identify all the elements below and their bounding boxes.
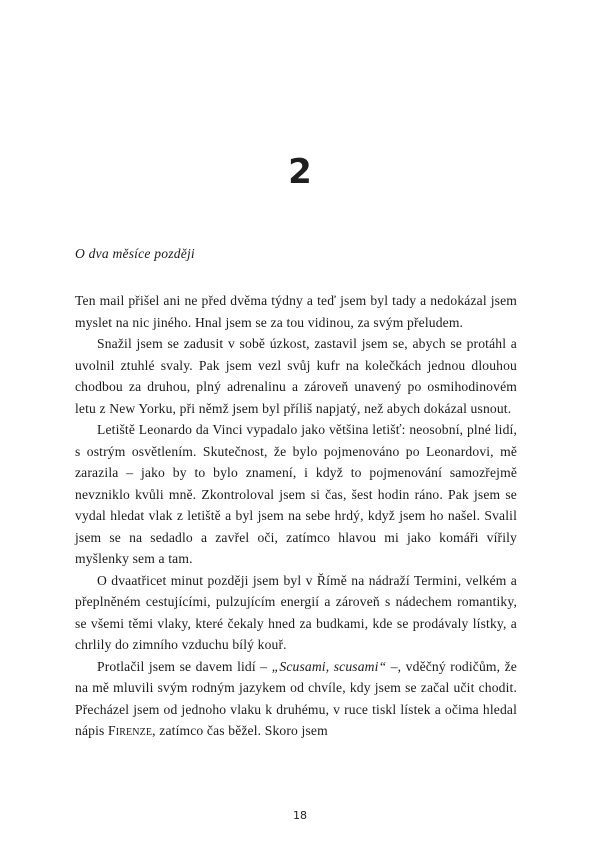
page-number: 18 [293,809,307,822]
paragraph: O dvaatřicet minut později jsem byl v Římě na nádraží Termini, velkém a přeplněném cestujícími, pulzujícím energií a zároveň s nádechem romantiky, se všemi těmi vlaky, které čekaly hned za budkami, kde se prodávaly lístky, a chrlily do zimního vzduchu bílý kouř. [75,572,517,652]
body-text [75,290,517,742]
chapter-number: 2 [288,152,312,192]
paragraph-text: , zatímco čas běžel. Skoro jsem [152,723,328,738]
paragraph-text: Protlačil jsem se davem lidí – [97,658,272,674]
chapter-subtitle: O dva měsíce později [75,246,195,261]
paragraph-text: –, vděčný rodičům, že na mě mluvili svým rodným jazykem od chvíle, kdy jsem se začal učit chodit. Přecházel jsem od jednoho vlaku k druhému, v ruce tiskl lístek a očima hledal nápis [75,658,517,738]
paragraph: Letiště Leonardo da Vinci vypadalo jako většina letišť: neosobní, plné lidí, s ostrým osvětlením. Skutečnost, že bylo pojmenováno po Leonardovi, mě zarazila – jako by to bylo znamení, i když to pojmenování samozřejmě nevzniklo kvůli mně. Zkontroloval jsem si čas, šest hodin ráno. Pak jsem se vydal hledat vlak z letiště a byl jsem na sebe hrdý, když jsem ho našel. Svalil jsem se na sedadlo a zavřel oči, zatímco hlavou mi jako komáři vířily myšlenky sem a tam. [75,422,517,566]
paragraph [75,656,517,742]
paragraph: Snažil jsem se zadusit v sobě úzkost, zastavil jsem se, abych se protáhl a uvolnil ztuhlé svaly. Pak jsem vezl svůj kufr na kolečkách jednou dlouhou chodbou za druhou, plný adrenalinu a zároveň unavený po osmihodinovém letu z New Yorku, při němž jsem byl příliš napjatý, než abych dokázal usnout. [75,336,517,416]
italic-quote: „Scusami, scusami“ [271,658,387,674]
sign-text: Firenze [108,723,153,738]
paragraph: Ten mail přišel ani ne před dvěma týdny a teď jsem byl tady a nedokázal jsem myslet na nic jiného. Hnal jsem se za tou vidinou, za svým přeludem. [75,293,517,330]
